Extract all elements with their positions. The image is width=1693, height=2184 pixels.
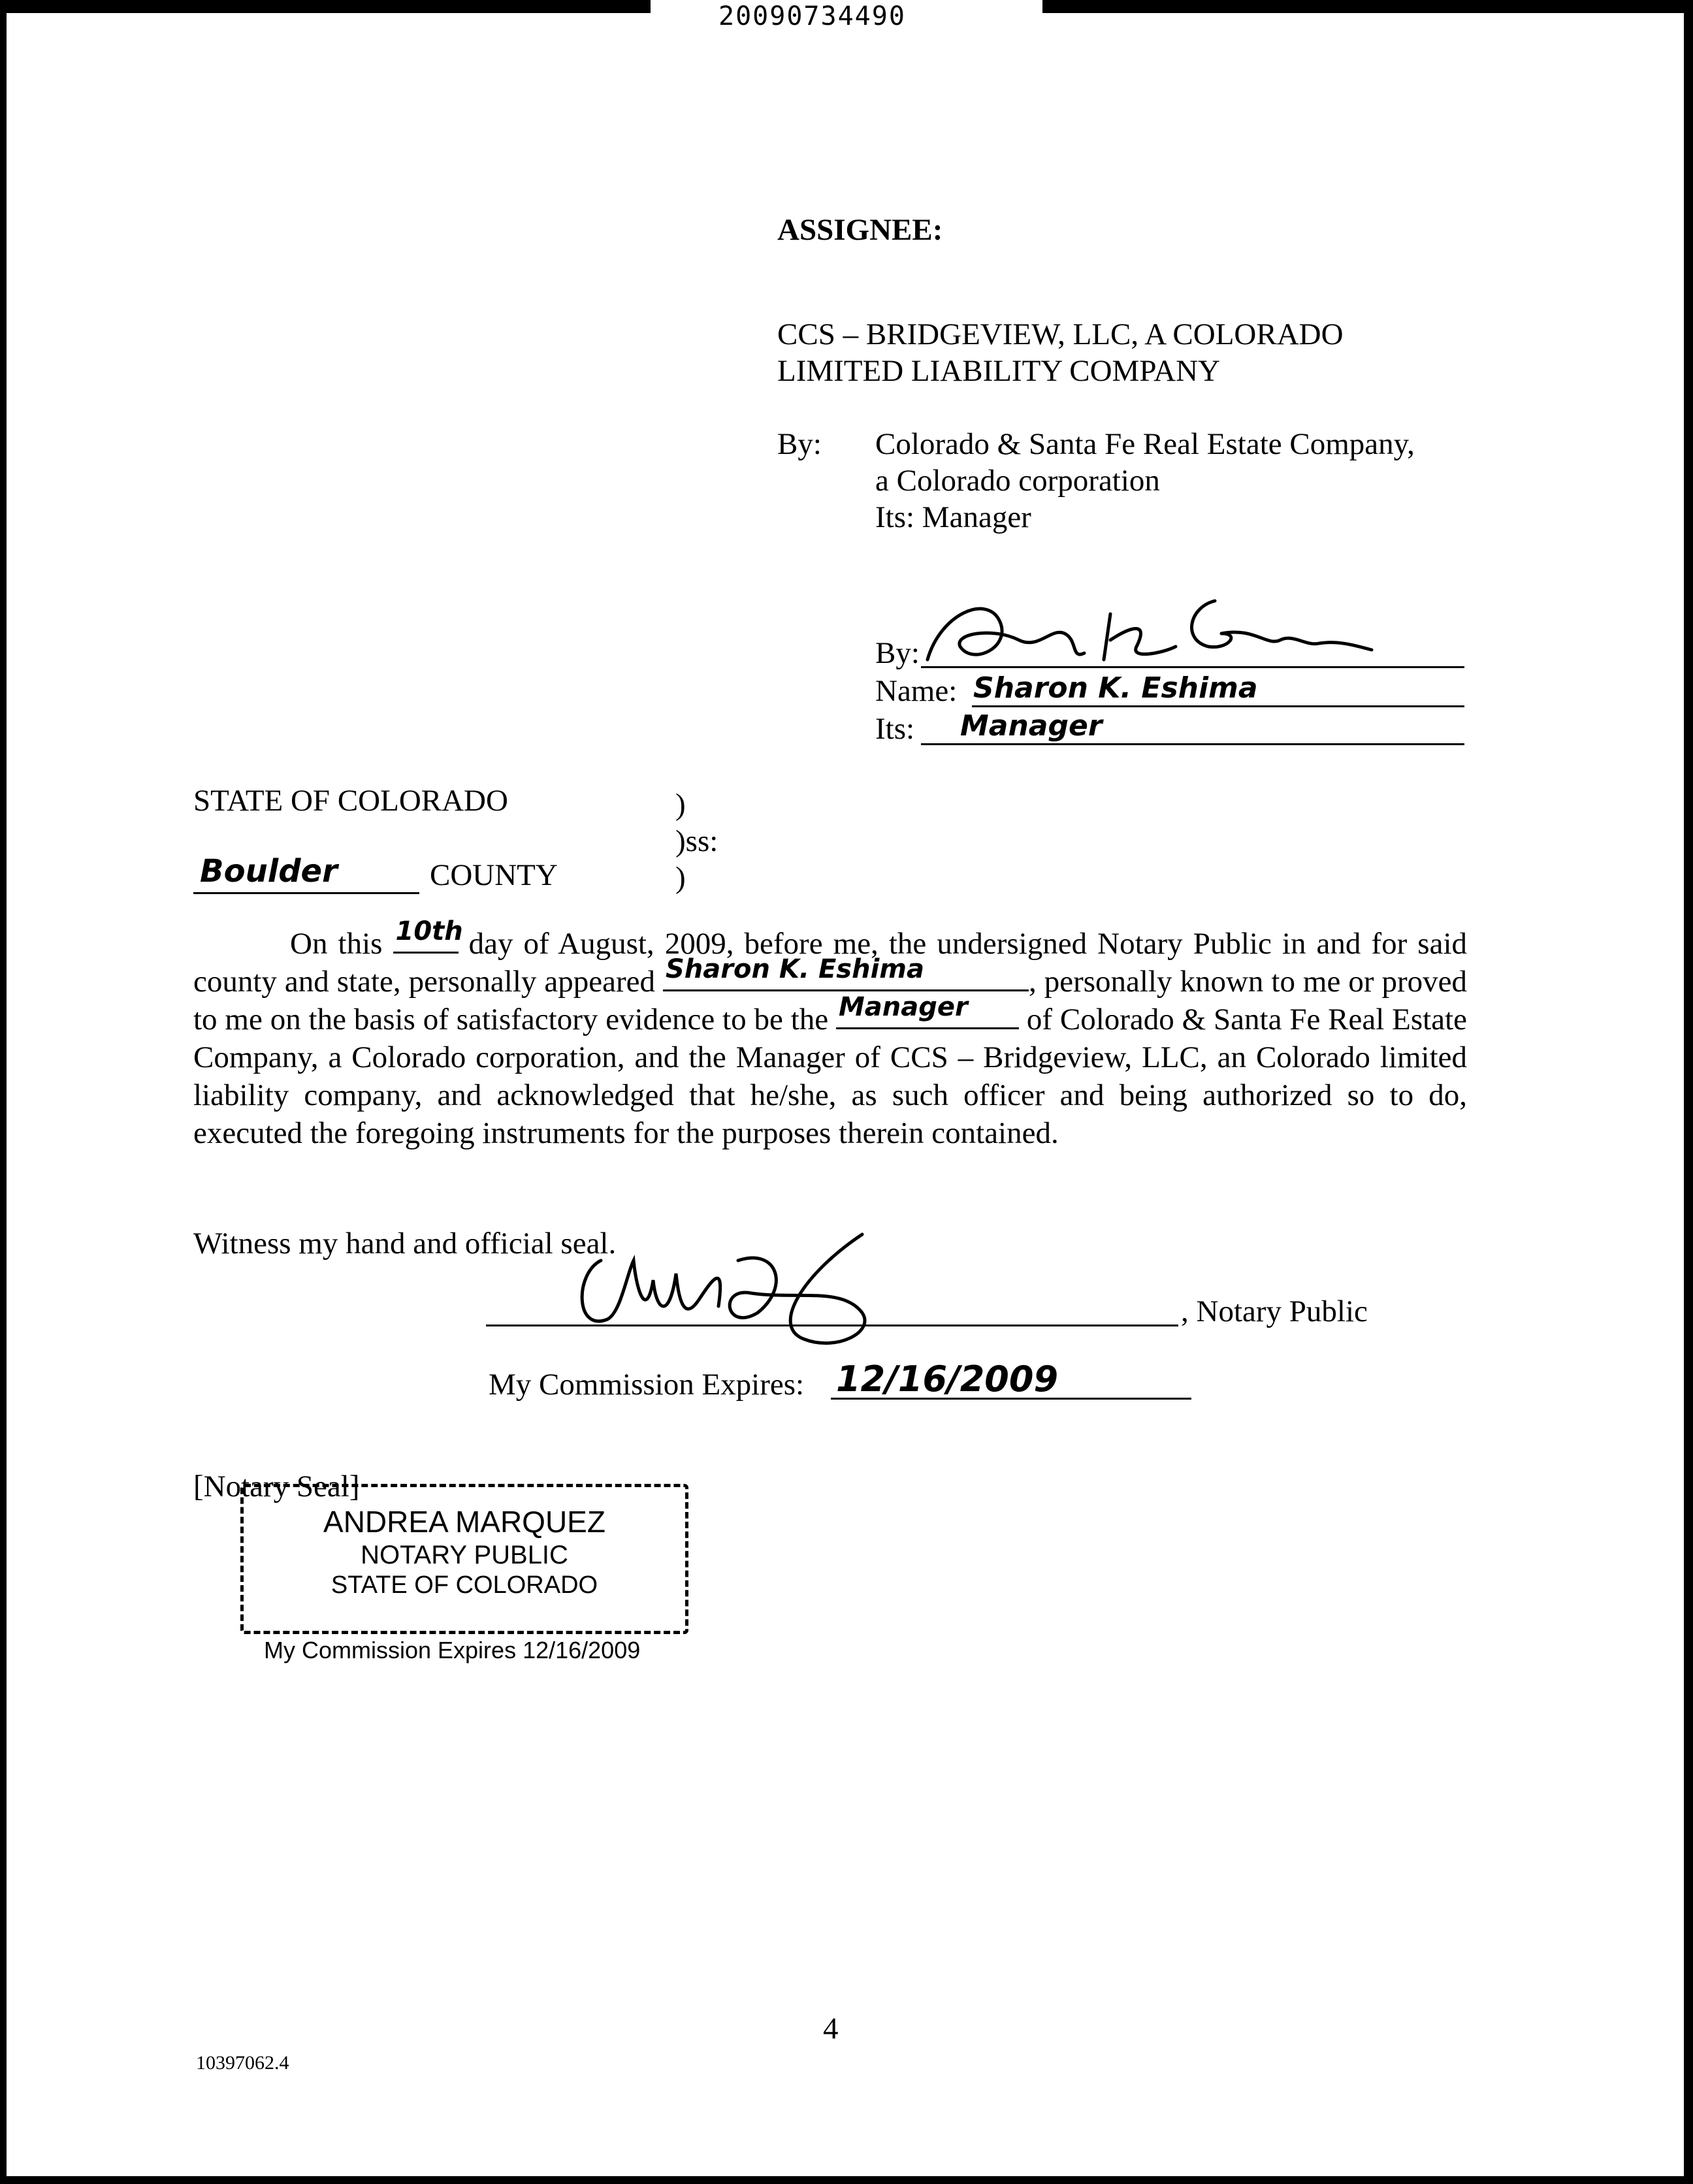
ack-text-3: , personally known to me or proved to me on the basis of satisfactory evidence to be the bbox=[193, 965, 1467, 1036]
stamp-state: STATE OF COLORADO bbox=[331, 1571, 598, 1599]
venue-state: STATE OF COLORADO bbox=[193, 784, 508, 818]
day-handwritten: 10th bbox=[395, 916, 463, 946]
document-id: 10397062.4 bbox=[196, 2052, 289, 2074]
stamp-notary-title: NOTARY PUBLIC bbox=[361, 1541, 568, 1569]
scan-border-right bbox=[1684, 0, 1693, 2184]
assignee-heading: ASSIGNEE: bbox=[777, 213, 943, 247]
assignee-signature bbox=[914, 588, 1385, 679]
appeared-name-handwritten: Sharon K. Eshima bbox=[665, 954, 924, 984]
stamp-expiration: My Commission Expires 12/16/2009 bbox=[264, 1637, 641, 1663]
manager-line2: a Colorado corporation bbox=[875, 464, 1160, 498]
signer-title: Manager bbox=[960, 709, 1103, 743]
title-handwritten: Manager bbox=[838, 992, 968, 1022]
signature-its-label: Its: bbox=[875, 712, 915, 746]
signature-its-line bbox=[921, 743, 1464, 745]
manager-line1: Colorado & Santa Fe Real Estate Company, bbox=[875, 427, 1415, 461]
county-handwritten: Boulder bbox=[200, 853, 338, 890]
notary-public-label: , Notary Public bbox=[1181, 1294, 1368, 1328]
appeared-name-blank bbox=[663, 954, 1029, 991]
venue-county-label: COUNTY bbox=[430, 858, 558, 892]
signature-by-label: By: bbox=[875, 636, 920, 670]
scan-border-top-right bbox=[1042, 0, 1693, 13]
scan-border-left bbox=[0, 0, 7, 2184]
commission-label: My Commission Expires: bbox=[489, 1368, 805, 1402]
title-blank bbox=[836, 992, 1019, 1029]
notary-seal-label: [Notary Seal] bbox=[193, 1469, 360, 1503]
assignee-by-label: By: bbox=[777, 427, 822, 461]
manager-line3: Its: Manager bbox=[875, 500, 1031, 534]
scan-border-top-left bbox=[0, 0, 651, 13]
notary-signature bbox=[555, 1221, 895, 1352]
notary-stamp bbox=[240, 1484, 688, 1634]
ack-text-1: On this bbox=[290, 927, 383, 961]
ack-text-2: day of August, 2009, before me, the undersigned Notary Public in and for said county and state, personally appeared bbox=[193, 927, 1468, 999]
page-number: 4 bbox=[823, 2012, 839, 2046]
signature-name-line bbox=[972, 705, 1464, 707]
witness-text: Witness my hand and official seal. bbox=[193, 1227, 617, 1261]
signature-name-label: Name: bbox=[875, 674, 958, 708]
venue-ss: )ss: bbox=[675, 824, 718, 858]
recording-number: 20090734490 bbox=[718, 1, 906, 31]
scan-border-bottom bbox=[0, 2176, 1693, 2184]
assignee-company-line1: CCS – BRIDGEVIEW, LLC, A COLORADO bbox=[777, 317, 1344, 351]
assignee-company-line2: LIMITED LIABILITY COMPANY bbox=[777, 354, 1220, 388]
signer-name: Sharon K. Eshima bbox=[973, 671, 1258, 705]
commission-handwritten: 12/16/2009 bbox=[836, 1358, 1059, 1400]
venue-paren-top: ) bbox=[675, 788, 686, 822]
venue-paren-bottom: ) bbox=[675, 861, 686, 895]
county-blank-line bbox=[193, 892, 419, 894]
day-blank bbox=[393, 916, 463, 954]
ack-text-4: of Colorado & Santa Fe Real Estate Company, a Colorado corporation, and the Manager of CCS – Bridgeview, LLC, an Colorado limited liability company, and acknowledged that he/she, as such officer and being authorized so to do, executed the foregoing instruments for the purposes therein contained. bbox=[193, 1003, 1468, 1150]
stamp-notary-name: ANDREA MARQUEZ bbox=[323, 1505, 605, 1539]
acknowledgment-paragraph bbox=[193, 916, 1468, 1152]
